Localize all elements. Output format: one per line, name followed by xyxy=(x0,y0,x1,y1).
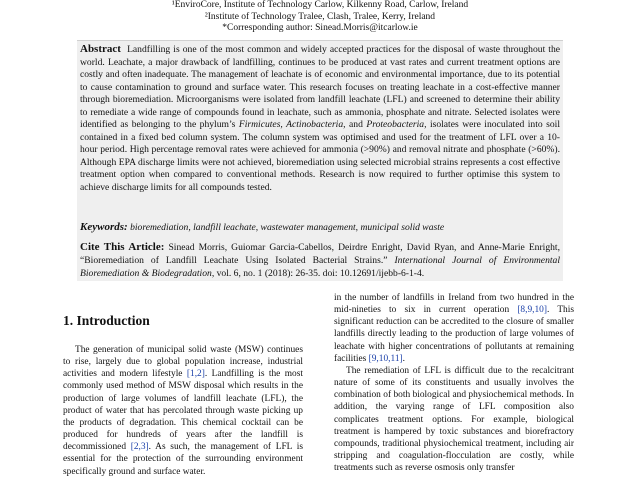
citation-link[interactable]: [1,2] xyxy=(186,369,205,380)
keywords xyxy=(80,221,560,235)
section-heading: 1. Introduction xyxy=(63,313,150,328)
cite-details: , vol. 6, no. 1 (2018): 26-35. doi: 10.12691/ijebb-6-1-4. xyxy=(211,267,425,279)
affiliation-2: ²Institute of Technology Tralee, Clash, Tralee, Kerry, Ireland xyxy=(204,11,436,22)
right-text-c: . xyxy=(402,353,405,364)
intro-text-a: The generation of municipal solid waste (MSW) continues to rise, largely due to global population increase, industrial activities and modern lifestyle xyxy=(63,345,303,380)
keywords-text: bioremediation, landfill leachate, wastewater management, municipal solid waste xyxy=(130,222,445,233)
affiliation-1: ¹EnviroCore, Institute of Technology Carlow, Kilkenny Road, Carlow, Ireland xyxy=(171,0,469,10)
intro-paragraph-1 xyxy=(63,344,303,478)
cite-authors: Sinead Morris, Guiomar Garcia-Cabellos, Deirdre Enright, David Ryan, and Anne-Marie Enright, “Bioremediation of Landfill Leachate Using Isolated Bacterial Strains.” xyxy=(80,242,560,266)
left-column xyxy=(63,344,303,478)
abstract xyxy=(80,43,560,194)
abstract-taxa-2: Proteobacteria, xyxy=(366,119,427,130)
cite-journal: International Journal of Environmental Bioremediation & Biodegradation xyxy=(80,254,560,279)
cite-label: Cite This Article: xyxy=(80,241,165,253)
right-text-b: . This significant reduction can be accredited to the closure of smaller landfills directly leading to the production of large volumes of leachate with higher concentrations of pollutants at remaining facilities xyxy=(334,305,575,364)
abstract-and: and xyxy=(345,119,367,130)
abstract-taxa: Firmicutes, Actinobacteria, xyxy=(238,119,346,130)
right-text-a: in the number of landfills in Ireland from two hundred in the mid-nineties to six in current operation xyxy=(334,293,574,316)
intro-text-b: . Landfilling is the most commonly used method of MSW disposal which results in the production of large volumes of landfill leachate (LFL), the product of water that has percolated through waste picking up the products of degradation. This chemical cocktail can be produced for hundreds of years after the landfill is decommissioned xyxy=(63,369,303,453)
abstract-text-b: isolates were inoculated into soil contained in a fixed bed column system. The column system was optimised and used for the treatment of LFL over a 10-hour period. High percentage removal rates were achieved for ammonia (>90%) and removal nitrate and phosphate (>60%). Although EPA discharge limits were not achieved, bioremediation using selected microbial strains represents a cost effective treatment option when compared to conventional methods. Research is now required to further optimise this system to achieve discharge limits for all compounds tested. xyxy=(80,119,560,193)
cite-this-article xyxy=(80,241,560,280)
abstract-label: Abstract xyxy=(80,43,121,55)
citation-link[interactable]: [2,3] xyxy=(130,442,149,453)
right-paragraph-1 xyxy=(334,292,574,365)
citation-link[interactable]: [9,10,11] xyxy=(368,353,403,364)
right-column xyxy=(334,292,574,474)
citation-link[interactable]: [8,9,10] xyxy=(517,305,547,316)
keywords-label: Keywords: xyxy=(80,221,128,233)
abstract-text-a: Landfilling is one of the most common and widely accepted practices for the disposal of waste throughout the world. Leachate, a major drawback of landfilling, continues to be produced at vast rates and current treatment options are costly and often inadequate. The management of leachate is of economic and environmental importance, due to its potential to cause contamination to ground and surface water. This research focuses on treating leachate in a cost-effective manner through bioremediation. Microorganisms were isolated from landfill leachate (LFL) and screened to determine their ability to remediate a wide range of compounds found in leachate, such as ammonia, phosphate and nitrate. Selected isolates were identified as belonging to the phylum’s xyxy=(80,44,561,130)
affiliations xyxy=(0,0,640,35)
corresponding-author: *Corresponding author: Sinead.Morris@itcarlow.ie xyxy=(222,23,418,33)
right-paragraph-2: The remediation of LFL is difficult due to the recalcitrant nature of some of its constituents and usually involves the combination of both biological and physiochemical methods. In addition, the varying range of LFL composition also complicates treatment options. For example, biological treatment is hampered by toxic substances and biorefractory compounds, traditional physiochemical treatment, including air stripping and coagulation-flocculation are costly, while treatments such as reverse osmosis only transfer xyxy=(334,365,574,474)
intro-text-c: . As such, the management of LFL is essential for the protection of the surrounding environment specifically ground and surface water. xyxy=(63,442,303,477)
